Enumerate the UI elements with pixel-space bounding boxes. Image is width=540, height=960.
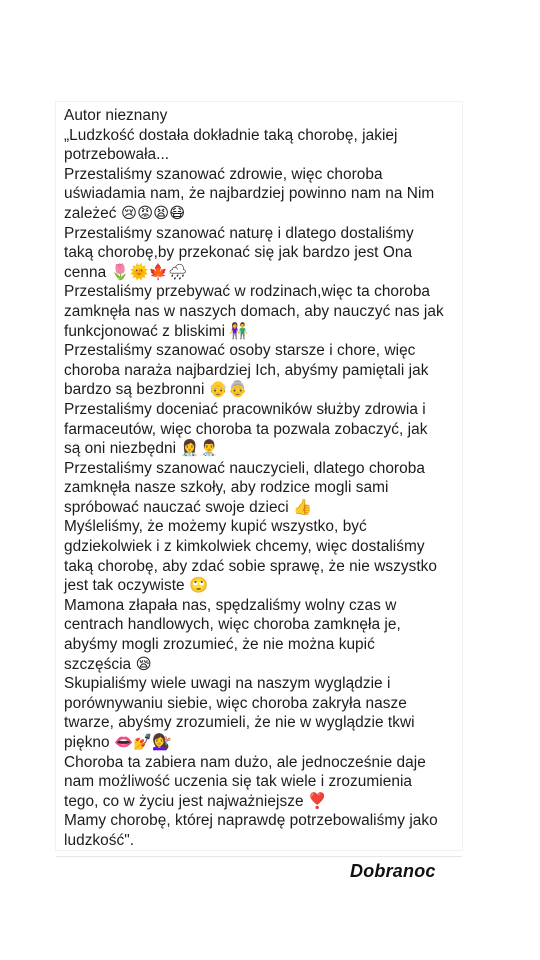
note-line: porównywaniu siebie, więc choroba zakryła nasze — [64, 694, 407, 712]
note-line: abyśmy mogli zrozumieć, że nie można kupić — [64, 636, 375, 654]
divider — [56, 856, 462, 857]
note-line: taką chorobę, aby zdać sobie sprawę, że nie wszystko — [64, 557, 438, 575]
note-line: taką chorobę,by przekonać się jak bardzo jest Ona — [64, 244, 413, 262]
note-line: uświadamia nam, że najbardziej powinno nam na Nim — [64, 185, 435, 203]
caption-text: Dobranoc — [350, 861, 436, 881]
note-line: Mamona złapała nas, spędzaliśmy wolny czas w — [64, 596, 397, 614]
note-line: są oni niezbędni 👩‍⚕️👨‍⚕️ — [64, 440, 219, 458]
note-line: gdziekolwiek i z kimkolwiek chcemy, więc dostaliśmy — [64, 538, 425, 556]
note-line: tego, co w życiu jest najważniejsze ❣️ — [64, 792, 328, 810]
note-line: spróbować nauczać swoje dzieci 👍 — [64, 498, 313, 516]
note-line: zamknęła nasze szkoły, aby rodzice mogli sami — [64, 479, 389, 497]
note-line: centrach handlowych, więc choroba zamknęła je, — [64, 616, 401, 634]
note-line: Mamy chorobę, której naprawdę potrzebowaliśmy jako — [64, 812, 438, 830]
note-line: zależeć 😢😡😫😷 — [64, 204, 186, 222]
note-line: Myśleliśmy, że możemy kupić wszystko, być — [64, 518, 367, 536]
note-line: Przestaliśmy przebywać w rodzinach,więc ta choroba — [64, 283, 431, 301]
note-line: Przestaliśmy szanować naturę i dlatego dostaliśmy — [64, 224, 414, 242]
note-line: Skupialiśmy wiele uwagi na naszym wyglądzie i — [64, 675, 391, 693]
note-line: zamknęła nas w naszych domach, aby nauczyć nas jak — [64, 302, 444, 320]
note-line: jest tak oczywiste 🙄 — [64, 577, 209, 595]
note-line: szczęścia 😪 — [64, 655, 152, 673]
note-line: potrzebowała... — [64, 146, 170, 164]
note-line: choroba naraża najbardziej Ich, abyśmy pamiętali jak — [64, 361, 429, 379]
note-line: Przestaliśmy doceniać pracowników służby zdrowia i — [64, 400, 426, 418]
note-line: nam możliwość uczenia się tak wiele i zrozumienia — [64, 773, 413, 791]
note-line: „Ludzkość dostała dokładnie taką chorobę, jakiej — [64, 126, 398, 144]
note-line: funkcjonować z bliskimi 👫 — [64, 322, 249, 340]
note-line: twarze, abyśmy zrozumieli, że nie w wyglądzie tkwi — [64, 714, 415, 732]
note-line: farmaceutów, więc choroba ta pozwala zobaczyć, jak — [64, 420, 428, 438]
note-line: piękno 👄💅💇‍♀️ — [64, 734, 172, 751]
note-line: ludzkość". — [64, 831, 135, 849]
note-line: Choroba ta zabiera nam dużo, ale jednocześnie daje — [64, 753, 426, 771]
note-line: Autor nieznany — [64, 107, 168, 124]
note-line: bardzo są bezbronni 👴👵 — [64, 381, 248, 399]
note-line: Przestaliśmy szanować nauczycieli, dlatego choroba — [64, 459, 425, 477]
note-text — [64, 106, 460, 851]
note-line: Przestaliśmy szanować zdrowie, więc choroba — [64, 165, 383, 183]
note-line: Przestaliśmy szanować osoby starsze i chore, więc — [64, 342, 416, 360]
note-line: cenna 🌷🌞🍁🌧 — [64, 263, 188, 281]
